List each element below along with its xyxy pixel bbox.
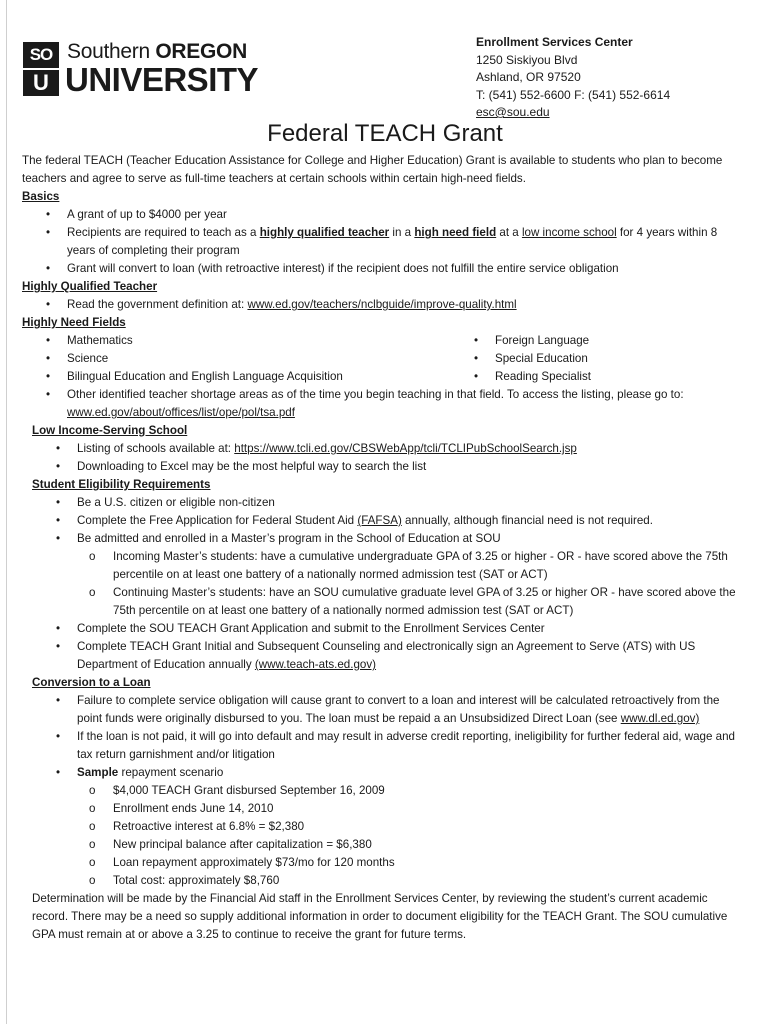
hnf-field: • Science [22, 350, 450, 368]
ser-list [22, 494, 742, 674]
scenario-item: o Loan repayment approximately $73/mo for 120 months [32, 854, 742, 872]
hnf-field: • Reading Specialist [450, 368, 742, 386]
contact-name: Enrollment Services Center [476, 35, 633, 49]
basics-item: • A grant of up to $4000 per year [22, 206, 742, 224]
hnf-field: • Special Education [450, 350, 742, 368]
logo-mark [23, 42, 59, 96]
hnf-columns [22, 332, 742, 386]
logo-oregon: OREGON [155, 40, 247, 63]
hqt-list [22, 296, 742, 314]
page-title: Federal TEACH Grant [267, 120, 503, 147]
page-edge [6, 0, 7, 1024]
conv-heading: Conversion to a Loan [32, 676, 151, 689]
ser-heading: Student Eligibility Requirements [32, 478, 211, 491]
lis-item: • Downloading to Excel may be the most helpful way to search the list [32, 458, 742, 476]
hqt-definition-link[interactable]: www.ed.gov/teachers/nclbguide/improve-quality.html [247, 298, 517, 311]
lis-heading: Low Income-Serving School [32, 424, 188, 437]
ser-item: • Be a U.S. citizen or eligible non-citizen [32, 494, 742, 512]
scenario-item: o Retroactive interest at 6.8% = $2,380 [32, 818, 742, 836]
high-need-field-term: high need field [414, 226, 497, 239]
basics-item: • Recipients are required to teach as a highly qualified teacher in a high need field at a low income school for 4 years within 8 years of completing their program [22, 224, 742, 260]
hnf-other-item: • Other identified teacher shortage areas as of the time you begin teaching in that field. To access the listing, please go to: www.ed.gov/about/offices/list/ope/pol/tsa.pdf [32, 386, 742, 422]
ser-item: • Complete the Free Application for Federal Student Aid (FAFSA) annually, although financial need is not required. [32, 512, 742, 530]
scenario-item: o New principal balance after capitalization = $6,380 [32, 836, 742, 854]
contact-block [476, 34, 670, 122]
logo-line2: UNIVERSITY [65, 61, 259, 98]
lis-item: • Listing of schools available at: https://www.tcli.ed.gov/CBSWebApp/tcli/TCLIPubSchoolSearch.jsp [32, 440, 742, 458]
logo-mark-top: SO [23, 42, 59, 68]
ser-subitem: o Continuing Master’s students: have an SOU cumulative graduate level GPA of 3.25 or higher OR - have scored above the 75th percentile on at least one battery of a nationally normed admission test (SAT or ACT) [32, 584, 742, 620]
hnf-heading: Highly Need Fields [22, 316, 126, 329]
closing-paragraph: Determination will be made by the Financial Aid staff in the Enrollment Services Center, by reviewing the student’s current academic record. There may be a need so supply additional information in order to document eligibility for the TEACH Grant. The SOU cumulative GPA must remain at or above a 3.25 to continue to receive the grant for future terms. [32, 892, 728, 941]
lis-list [22, 440, 742, 476]
hnf-right-list [450, 332, 742, 386]
highly-qualified-teacher-term: highly qualified teacher [259, 226, 390, 239]
conv-item: • Sample repayment scenario [32, 764, 742, 782]
university-logo [23, 40, 283, 100]
contact-email-link[interactable]: esc@sou.edu [476, 105, 550, 119]
ser-subitem: o Incoming Master’s students: have a cumulative undergraduate GPA of 3.25 or higher - OR - have scored above the 75th percentile on at least one battery of a nationally normed admission test (SAT or ACT) [32, 548, 742, 584]
ser-item: • Be admitted and enrolled in a Master’s program in the School of Education at SOU [32, 530, 742, 548]
basics-item: • Grant will convert to loan (with retroactive interest) if the recipient does not fulfill the entire service obligation [22, 260, 742, 278]
logo-southern: Southern [67, 40, 150, 63]
document-body [22, 152, 742, 944]
conv-list [22, 692, 742, 890]
basics-heading: Basics [22, 190, 60, 203]
contact-phone: T: (541) 552-6600 F: (541) 552-6614 [476, 87, 671, 102]
fafsa-link[interactable]: (FAFSA) [357, 514, 402, 527]
ser-item: • Complete TEACH Grant Initial and Subsequent Counseling and electronically sign an Agreement to Serve (ATS) with US Department of Education annually (www.teach-ats.ed.gov) [32, 638, 742, 674]
hqt-heading: Highly Qualified Teacher [22, 280, 158, 293]
hnf-field: • Foreign Language [450, 332, 742, 350]
scenario-item: o $4,000 TEACH Grant disbursed September 16, 2009 [32, 782, 742, 800]
intro-paragraph: The federal TEACH (Teacher Education Assistance for College and Higher Education) Grant is available to students who plan to become teachers and agree to serve as full-time teachers at certain schools within certain high-need fields. [22, 154, 723, 185]
school-search-link[interactable]: https://www.tcli.ed.gov/CBSWebApp/tcli/TCLIPubSchoolSearch.jsp [234, 442, 577, 455]
hnf-other-list [22, 386, 742, 422]
basics-list [22, 206, 742, 278]
contact-address1: 1250 Siskiyou Blvd [476, 52, 578, 67]
scenario-item: o Enrollment ends June 14, 2010 [32, 800, 742, 818]
ser-item: • Complete the SOU TEACH Grant Application and submit to the Enrollment Services Center [32, 620, 742, 638]
scenario-item: o Total cost: approximately $8,760 [32, 872, 742, 890]
contact-address2: Ashland, OR 97520 [476, 70, 581, 84]
dl-ed-gov-link[interactable]: www.dl.ed.gov) [620, 712, 700, 725]
logo-mark-bottom: U [23, 70, 59, 96]
low-income-school-term: low income school [521, 226, 617, 239]
shortage-areas-link[interactable]: www.ed.gov/about/offices/list/ope/pol/tsa.pdf [67, 406, 295, 419]
hqt-item: • Read the government definition at: www.ed.gov/teachers/nclbguide/improve-quality.html [22, 296, 742, 314]
hnf-field: • Bilingual Education and English Language Acquisition [22, 368, 450, 386]
hnf-left-list [22, 332, 450, 386]
hnf-field: • Mathematics [22, 332, 450, 350]
teach-ats-link[interactable]: (www.teach-ats.ed.gov) [254, 658, 377, 671]
conv-item: • Failure to complete service obligation will cause grant to convert to a loan and interest will be calculated retroactively from the point funds were originally disbursed to you. The loan must be repaid a an Unsubsidized Direct Loan (see www.dl.ed.gov) [32, 692, 742, 728]
conv-item: • If the loan is not paid, it will go into default and may result in adverse credit reporting, ineligibility for further federal aid, wage and tax return garnishment and/or litigation [32, 728, 742, 764]
